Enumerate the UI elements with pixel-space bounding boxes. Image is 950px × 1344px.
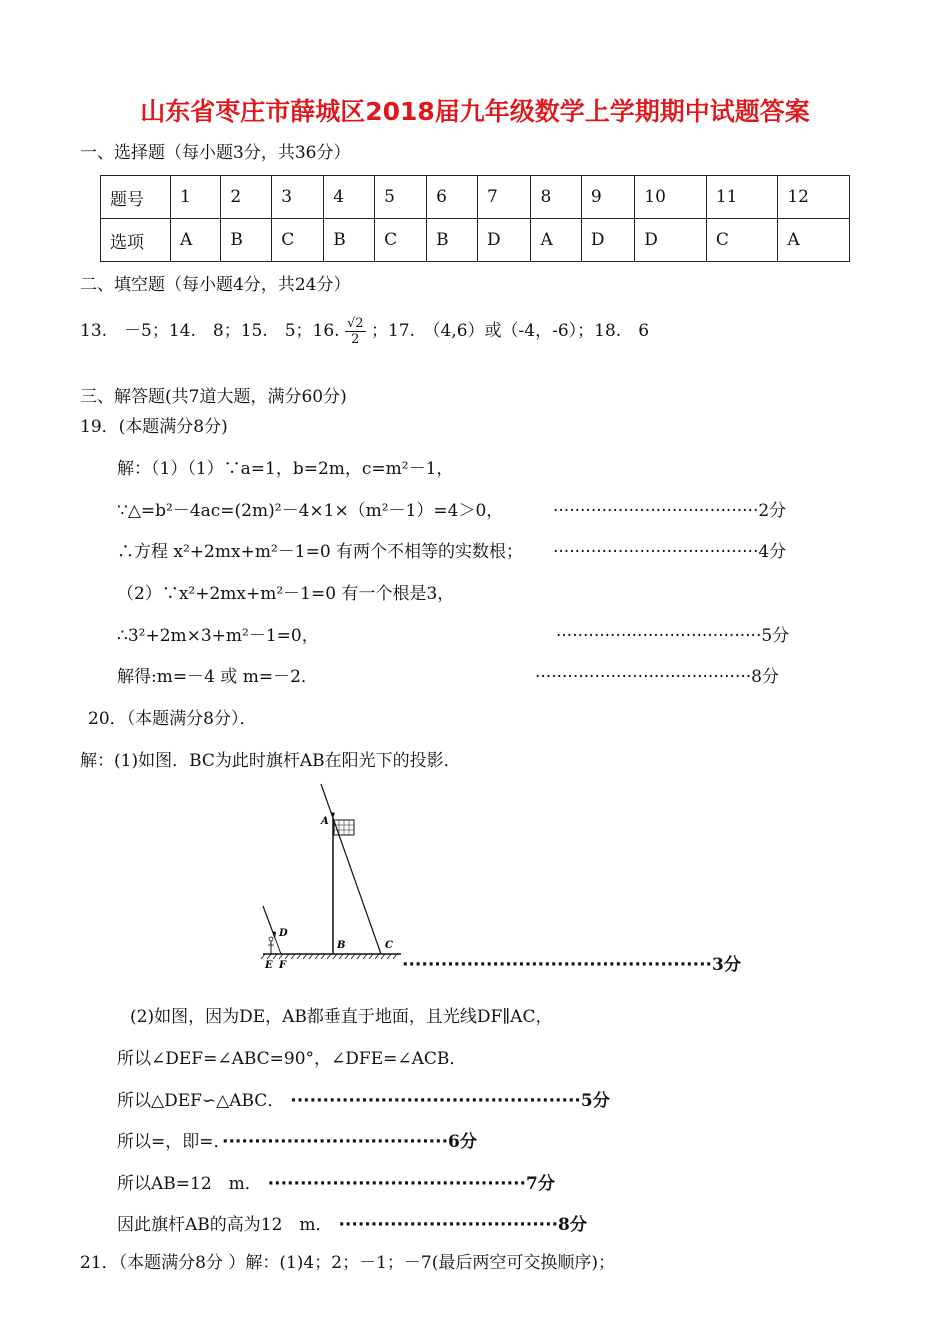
table-cell: 4	[324, 176, 375, 219]
table-cell: 11	[706, 176, 778, 219]
table-cell: 7	[478, 176, 531, 219]
flagpole-figure	[255, 780, 415, 975]
table-cell: B	[427, 219, 478, 262]
section1-heading: 一、选择题（每小题3分，共36分）	[80, 143, 351, 163]
q20-line2: (2)如图，因为DE，AB都垂直于地面，且光线DF∥AC，	[130, 1007, 553, 1027]
table-cell: A	[778, 219, 850, 262]
label-E: E	[265, 960, 273, 971]
q20-score-3: ················································3分	[402, 955, 741, 975]
fill-in-answers	[80, 316, 649, 347]
label-F: F	[279, 960, 287, 971]
table-cell: 8	[531, 176, 581, 219]
q21-label: 21．（本题满分8分 ）解：(1)4；2；－1；－7(最后两空可交换顺序)；	[80, 1253, 615, 1273]
q20-line6: 所以AB=12 m． ········································7分	[117, 1174, 555, 1194]
table-cell: C	[375, 219, 427, 262]
fraction-sqrt2-over-2	[345, 316, 366, 347]
table-cell: 3	[272, 176, 324, 219]
q19-label: 19．(本题满分8分)	[80, 417, 228, 437]
table-cell: D	[635, 219, 707, 262]
q20-line5: 所以=，即=．···································6分	[117, 1132, 477, 1152]
q20-line7: 因此旗杆AB的高为12 m． ··································8分	[117, 1215, 587, 1235]
section2-heading: 二、填空题（每小题4分，共24分）	[80, 275, 351, 295]
table-cell: 2	[221, 176, 272, 219]
answer-table	[100, 175, 850, 262]
table-cell: 6	[427, 176, 478, 219]
section3-heading: 三、解答题(共7道大题，满分60分)	[80, 387, 347, 407]
label-B: B	[337, 940, 346, 951]
table-row-numbers	[101, 176, 850, 219]
table-cell: C	[706, 219, 778, 262]
table-cell: A	[531, 219, 581, 262]
q19-line4: （2）∵x²+2mx+m²－1=0 有一个根是3，	[117, 584, 455, 604]
fraction-numerator: √2	[347, 316, 364, 331]
q20-line3: 所以∠DEF=∠ABC=90°，∠DFE=∠ACB．	[117, 1049, 467, 1069]
q19-line1: 解：（1）（1）∵a=1，b=2m，c=m²－1，	[117, 459, 454, 479]
q19-line3: ∴方程 x²+2mx+m²－1=0 有两个不相等的实数根；	[117, 542, 524, 562]
table-cell: 12	[778, 176, 850, 219]
label-D: D	[279, 928, 288, 939]
q20-line1: 解：(1)如图．BC为此时旗杆AB在阳光下的投影．	[80, 751, 461, 771]
table-cell: C	[272, 219, 324, 262]
table-cell: D	[478, 219, 531, 262]
table-row-answers	[101, 219, 850, 262]
q19-line2: ∵△=b²－4ac=(2m)²－4×1×（m²－1）=4＞0，	[117, 501, 504, 521]
stick-head	[269, 937, 273, 941]
table-cell: 5	[375, 176, 427, 219]
table-cell: A	[171, 219, 221, 262]
q19-score-8: ········································8分	[535, 667, 779, 687]
q20-line4: 所以△DEF∽△ABC． ·············································5分	[117, 1091, 610, 1111]
q19-score-2: ······································2分	[553, 501, 787, 521]
q19-line6: 解得:m=－4 或 m=－2．	[117, 667, 318, 687]
q19-score-5: ······································5分	[556, 626, 790, 646]
table-cell: D	[581, 219, 634, 262]
ray-DF	[275, 938, 281, 954]
row-label-number: 题号	[101, 176, 171, 219]
table-cell: 10	[635, 176, 707, 219]
table-cell: 1	[171, 176, 221, 219]
table-cell: 9	[581, 176, 634, 219]
row-label-answer: 选项	[101, 219, 171, 262]
label-C: C	[385, 940, 393, 951]
q20-label: 20．（本题满分8分）．	[88, 709, 257, 729]
fill-in-part-b: ；17. （4,6）或（-4，-6）；18. 6	[370, 321, 650, 341]
table-cell: B	[221, 219, 272, 262]
fill-in-part-a: 13. －5；14. 8；15. 5；16.	[80, 321, 340, 341]
q19-score-4: ······································4分	[553, 542, 787, 562]
label-A: A	[321, 816, 329, 827]
page-title: 山东省枣庄市薛城区2018届九年级数学上学期期中试题答案	[140, 97, 810, 126]
fraction-denominator: 2	[351, 332, 360, 347]
q19-line5: ∴3²+2m×3+m²－1=0，	[117, 626, 319, 646]
table-cell: B	[324, 219, 375, 262]
sun-ray-to-A	[321, 784, 333, 818]
ray-AC	[333, 818, 381, 954]
